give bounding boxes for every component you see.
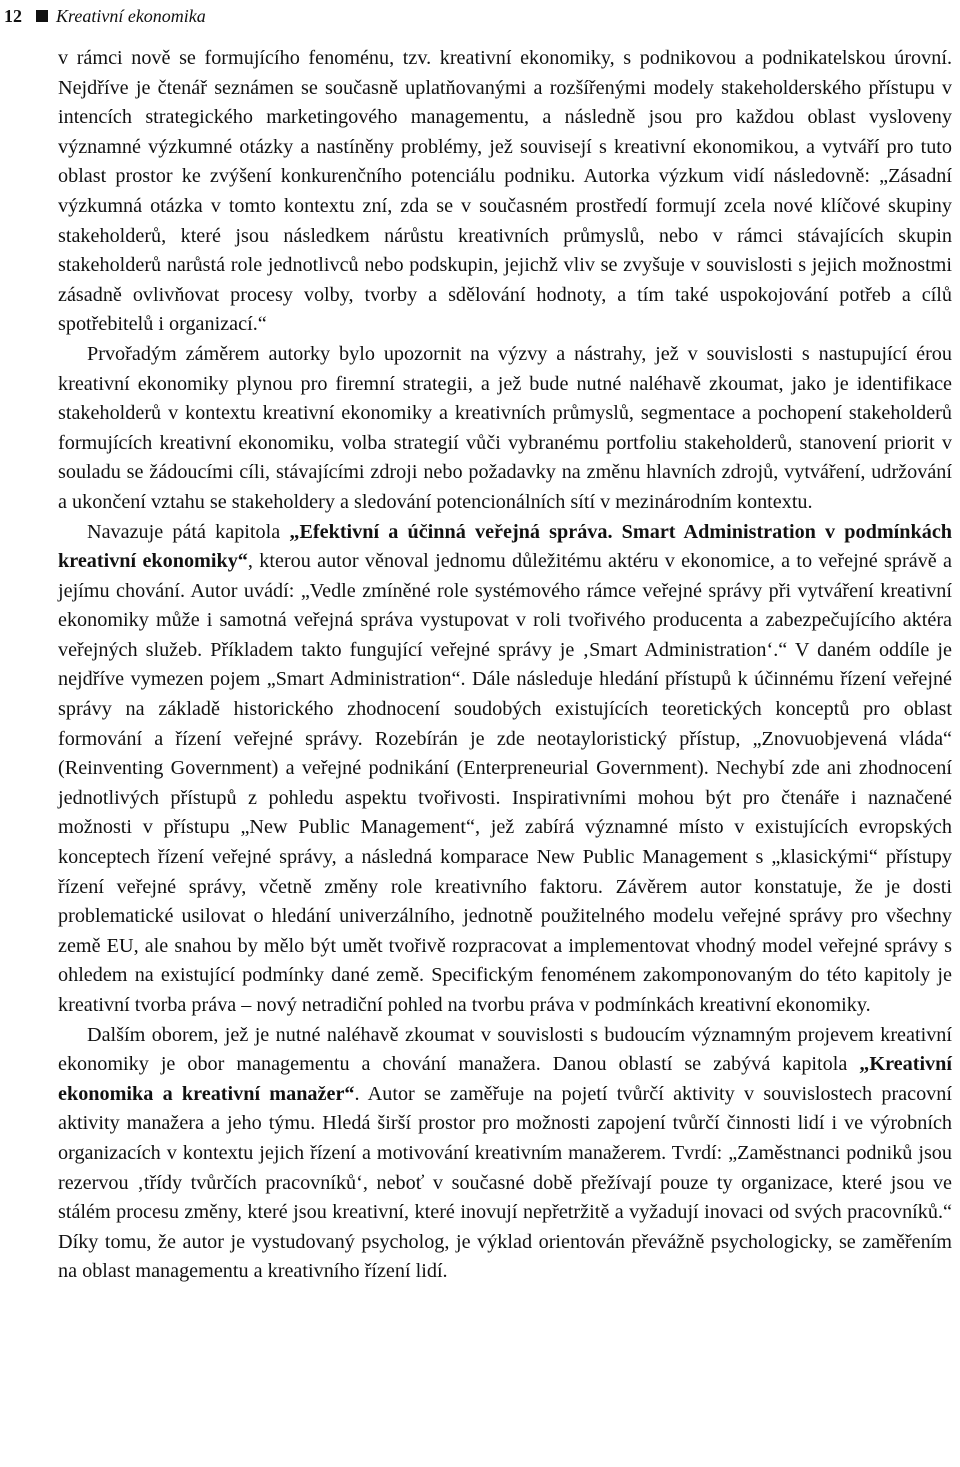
chapter-title-emphasis: „Efektivní a účinná veřejná správa. Smart Administration v podmínkách kreativní ekonomiky“ <box>58 520 953 573</box>
square-bullet-icon <box>36 10 48 22</box>
running-header <box>4 4 206 28</box>
paragraph <box>58 518 952 1021</box>
paragraph-text: Prvořadým záměrem autorky bylo upozornit na výzvy a nástrahy, jež v souvislosti s nastupující érou kreativní ekonomiky plynou pro firemní strategii, a jež bude nutné naléhavě zkoumat, jako je identifikace stakeholderů v kontextu kreativní ekonomiky a kreativních průmyslů, segmentace a pochopení stakeholderů formujících kreativní ekonomiku, volba strategií vůči vybranému portfoliu stakeholderů, stanovení priorit v souladu se žádoucími cíli, stávajícími zdroji nebo požadavky na změnu hlavních zdrojů, vytváření, udržování a ukončení vztahu se stakeholdery a sledování potencionálních sítí v mezinárodním kontextu. <box>58 342 952 513</box>
paragraph-text: Dalším oborem, jež je nutné naléhavě zkoumat v souvislosti s budoucím významným projevem kreativní ekonomiky je obor managementu a chování manažera. Danou oblastí se zabývá kapitola <box>58 1023 952 1076</box>
body-text <box>58 44 952 1287</box>
page-number: 12 <box>4 5 22 26</box>
paragraph-text: , kterou autor věnoval jednomu důležitému aktéru v ekonomice, a to veřejné správě a jejímu chování. Autor uvádí: „Vedle zmíněné role systémového rámce veřejné správy při vytváření kreativní ekonomiky může i samotná veřejná správa vystupovat v roli tvořivého producenta a zabezpečujícího aktéra veřejných služeb. Příkladem takto fungující veřejné správy je ‚Smart Administration‘.“ V daném oddíle je nejdříve vymezen pojem „Smart Administration“. Dále následuje hledání přístupů k účinnému řízení veřejné správy na základě historického zhodnocení soudobých existujících teoretických konceptů pro oblast formování a řízení veřejné správy. Rozebírán je zde neotayloristický přístup, „Znovuobjevená vláda“ (Reinventing Government) a veřejné podnikání (Enterpreneurial Government). Nechybí zde ani zhodnocení jednotlivých přístupů z pohledu aspektu tvořivosti. Inspirativními mohou být pro čtenáře i naznačené možnosti v přístupu „New Public Management“, jež zabírá významné místo v existujících evropských konceptech řízení veřejné správy, a následná komparace New Public Management s „klasickými“ přístupy řízení veřejné správy, včetně změny role kreativního faktoru. Závěrem autor konstatuje, že je dosti problematické usilovat o hledání univerzálního, jednotně použitelného modelu veřejné správy pro všechny země EU, ale snahou by mělo být umět tvořivě rozpracovat a implementovat vhodný model veřejné správy s ohledem na existující podmínky dané země. Specifickým fenoménem zakomponovaným do této kapitoly je kreativní tvorba práva – nový netradiční pohled na tvorbu práva v podmínkách kreativní ekonomiky. <box>58 550 952 1016</box>
paragraph-continued <box>58 44 952 340</box>
chapter-title-emphasis: „Kreativní ekonomika a kreativní manažer“ <box>58 1053 952 1105</box>
paragraph-text: v rámci nově se formujícího fenoménu, tzv. kreativní ekonomiky, s podnikovou a podnikatelskou úrovní. Nejdříve je čtenář seznámen se současně uplatňovanými a rozšířenými modely stakeholderského přístupu v intencích strategického marketingového managementu, a následně jsou pro každou oblast vysloveny významné výzkumné otázky a nastíněny problémy, jež souvisejí s kreativní ekonomikou, a vytváří pro tuto oblast prostor ke zvýšení konkurenčního potenciálu podniku. Autorka výzkum vidí následovně: „Zásadní výzkumná otázka v tomto kontextu zní, zda se v současném prostředí formují zcela nové klíčové skupiny stakeholderů, které jsou následkem nárůstu kreativních průmyslů, nebo v rámci stávajících skupin stakeholderů narůstá role jednotlivců nebo podskupin, jejichž vliv se zvyšuje v souvislosti s jejich možnostmi zásadně ovlivňovat procesy volby, tvorby a sdělování hodnoty, a tím také uspokojování potřeb a cílů spotřebitelů i organizací.“ <box>58 47 952 336</box>
paragraph-text: Navazuje pátá kapitola <box>87 520 290 543</box>
running-section-title: Kreativní ekonomika <box>56 5 206 26</box>
paragraph-text: . Autor se zaměřuje na pojetí tvůrčí aktivity v souvislostech pracovní aktivity manažera a jeho týmu. Hledá širší prostor pro možnosti zapojení tvůrčí činnosti lidí i ve výrobních organizacích v kontextu jejich řízení a motivování kreativním manažerem. Tvrdí: „Zaměstnanci podniků jsou rezervou ‚třídy tvůrčích pracovníků‘, neboť v současné době přežívají pouze ty organizace, které jsou ve stálém procesu změny, které jsou kreativní, které inovují nepřetržitě a vyžadují inovaci od svých pracovníků.“ Díky tomu, že autor je vystudovaný psycholog, je výklad orientován převážně psychologicky, se zaměřením na oblast managementu a kreativního řízení lidí. <box>58 1082 952 1283</box>
paragraph <box>58 340 952 518</box>
paragraph <box>58 1021 952 1287</box>
